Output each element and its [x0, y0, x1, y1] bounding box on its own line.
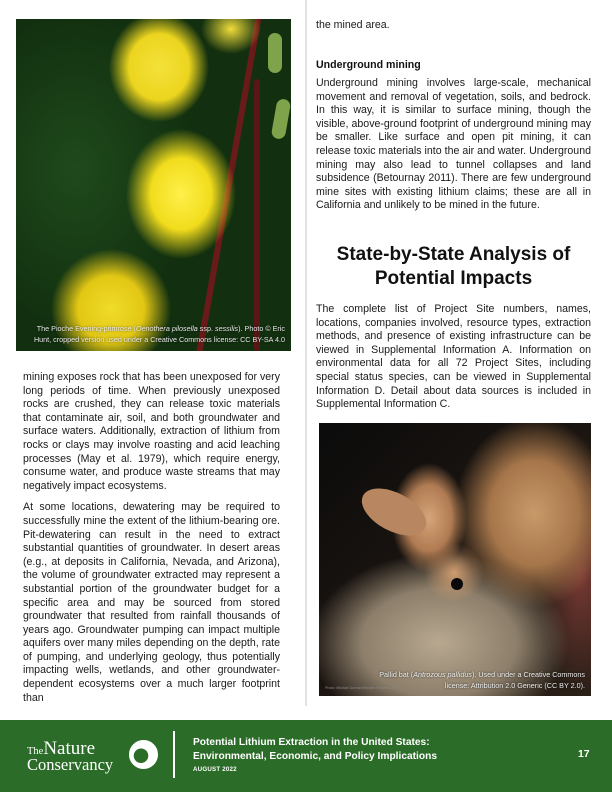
column-divider — [305, 0, 307, 706]
body-paragraph: The complete list of Project Site numbers, names, locations, companies involved, resource types, extraction methods, and presence of existing infrastructure can be viewed in Supplemental Information A. Information on environmental data for all 72 Project Sites, including special status species, can be viewed in Supplemental Information D. Detail about data sources is included in Supplemental Information C. — [316, 303, 591, 411]
left-column-text — [23, 371, 280, 705]
pallid-bat-photo — [319, 423, 591, 696]
page-footer — [0, 720, 612, 792]
bat-ear — [354, 479, 434, 545]
page-number: 17 — [578, 749, 590, 760]
nature-conservancy-logo: TheNature Conservancy — [27, 738, 159, 774]
section-title: State-by-State Analysis of Potential Impacts — [336, 244, 571, 289]
flower-stem — [254, 79, 260, 351]
flower-bud — [268, 33, 282, 73]
footer-separator — [173, 731, 175, 778]
body-paragraph: Underground mining involves large-scale, mechanical movement and removal of vegetation, soils, and bedrock. In this way, it is similar to surface mining, though the visible, above-ground footprint of underground mining may be smaller. Like surface and open pit mining, it can release toxic materials into the air and water. Underground mining may also lead to tunnel collapses and land subsidence (Betournay 2011). There are few underground mine sites with existing lithium claims; these are all in California and unlikely to be mined in the future. — [316, 77, 591, 212]
bat-photo-caption: Pallid bat (Antrozous pallidus). Used under a Creative Commons license: Attribution 2.0 Generic (CC BY 2.0). — [379, 670, 585, 690]
state-analysis-section — [316, 243, 591, 412]
bat-eye — [451, 578, 463, 590]
subheading-underground-mining: Underground mining — [316, 59, 421, 71]
right-column-continuation — [316, 19, 591, 33]
globe-leaf-icon — [129, 740, 158, 769]
flower-bud — [271, 98, 291, 140]
report-title: Potential Lithium Extraction in the United States: Environmental, Economic, and Policy Implications — [193, 737, 437, 762]
body-paragraph: mining exposes rock that has been unexposed for very long periods of time. When previously unexposed rocks are crushed, they can release toxic materials that contaminate air, soil, and both groundwater and surface waters. Additionally, extraction of lithium from rocks or clays may involve roasting and acid leaching processes (May et al. 1979), which require energy, consume water, and produce waste streams that may negatively impact ecosystems. — [23, 371, 280, 492]
body-paragraph: the mined area. — [316, 19, 390, 31]
evening-primrose-photo — [16, 19, 291, 351]
underground-mining-section — [316, 59, 591, 213]
report-date: AUGUST 2022 — [193, 766, 237, 773]
body-paragraph: At some locations, dewatering may be required to successfully mine the extent of the lithium-bearing ore. Pit-dewatering can result in the need to extract substantial quantities of groundwater. In desert areas (e.g., at deposits in California, Nevada, and Arizona), the volume of groundwater extracted may represent a substantial portion of the groundwater budget for a specific area and may be sourced from stored groundwater that resulted from rainfall thousands of years ago. Groundwater pumping can impact multiple aquifers over many miles depending on the depth, rate of pumping, and underlying geology, thus potentially impacting wells, wetlands, and other groundwater-dependent ecosystems over a much larger footprint than — [23, 501, 280, 704]
photo-credit: Photo: Michael Durham/Minden Pictures, BCI — [325, 686, 398, 690]
flower-photo-caption: The Pioche Evening-primrose (Oenothera pilosella ssp. sessilis). Photo © Eric Hunt, cropped version used under a Creative Commons license: CC BY-SA 4.0 — [33, 324, 285, 344]
